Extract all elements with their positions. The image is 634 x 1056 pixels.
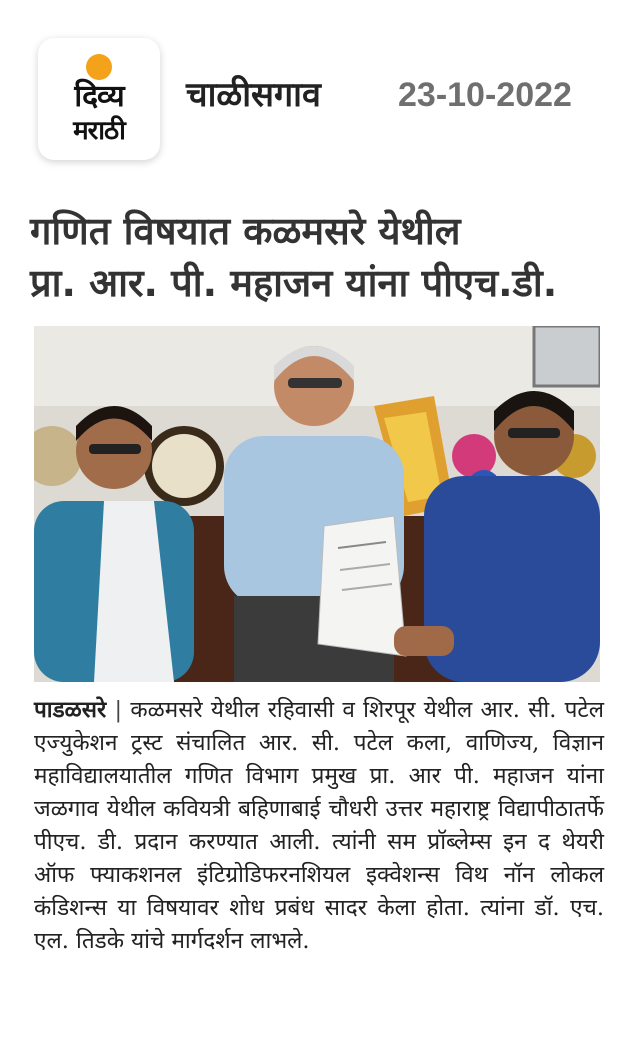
award-plaque-left [144,426,224,506]
page-header [0,0,634,190]
divya-marathi-logo[interactable] [38,38,160,160]
headline-line-2: प्रा. आर. पी. महाजन यांना पीएच.डी. [30,261,558,305]
logo-text-line1: दिव्य [74,79,124,114]
dateline-separator: | [114,697,123,723]
certificate-paper [318,516,406,656]
headline-line-1: गणित विषयात कळमसरे येथील [30,209,461,253]
news-photo [34,326,600,682]
edition-city: चाळीसगाव [186,75,321,115]
logo-text-line2: मराठी [73,116,125,146]
edition-date: 23-10-2022 [398,76,572,114]
article-headline [30,205,610,309]
news-photo-illustration [34,326,600,682]
article-body [34,694,604,958]
article-dateline: पाडळसरे [34,697,107,723]
article-text: कळमसरे येथील रहिवासी व शिरपूर येथील आर. सी. पटेल एज्युकेशन ट्रस्ट संचालित आर. सी. पटेल कला, वाणिज्य, विज्ञान महाविद्यालयातील गणित विभाग प्रमुख प्रा. आर पी. महाजन यांना जळगाव येथील कवियत्री बहिणाबाई चौधरी उत्तर महाराष्ट्र विद्यापीठातर्फे पीएच. डी. प्रदान करण्यात आली. त्यांनी सम प्रॉब्लेम्स इन द थेयरी ऑफ फ्याकशनल इंटिग्रोडिफरनशियल इक्वेशन्स विथ नॉन लोकल कंडिशन्स या विषयावर शोध प्रबंध सादर केला होता. त्यांना डॉ. एच. एल. तिडके यांचे मार्गदर्शन लाभले. [34,697,605,954]
sun-icon [86,54,112,80]
